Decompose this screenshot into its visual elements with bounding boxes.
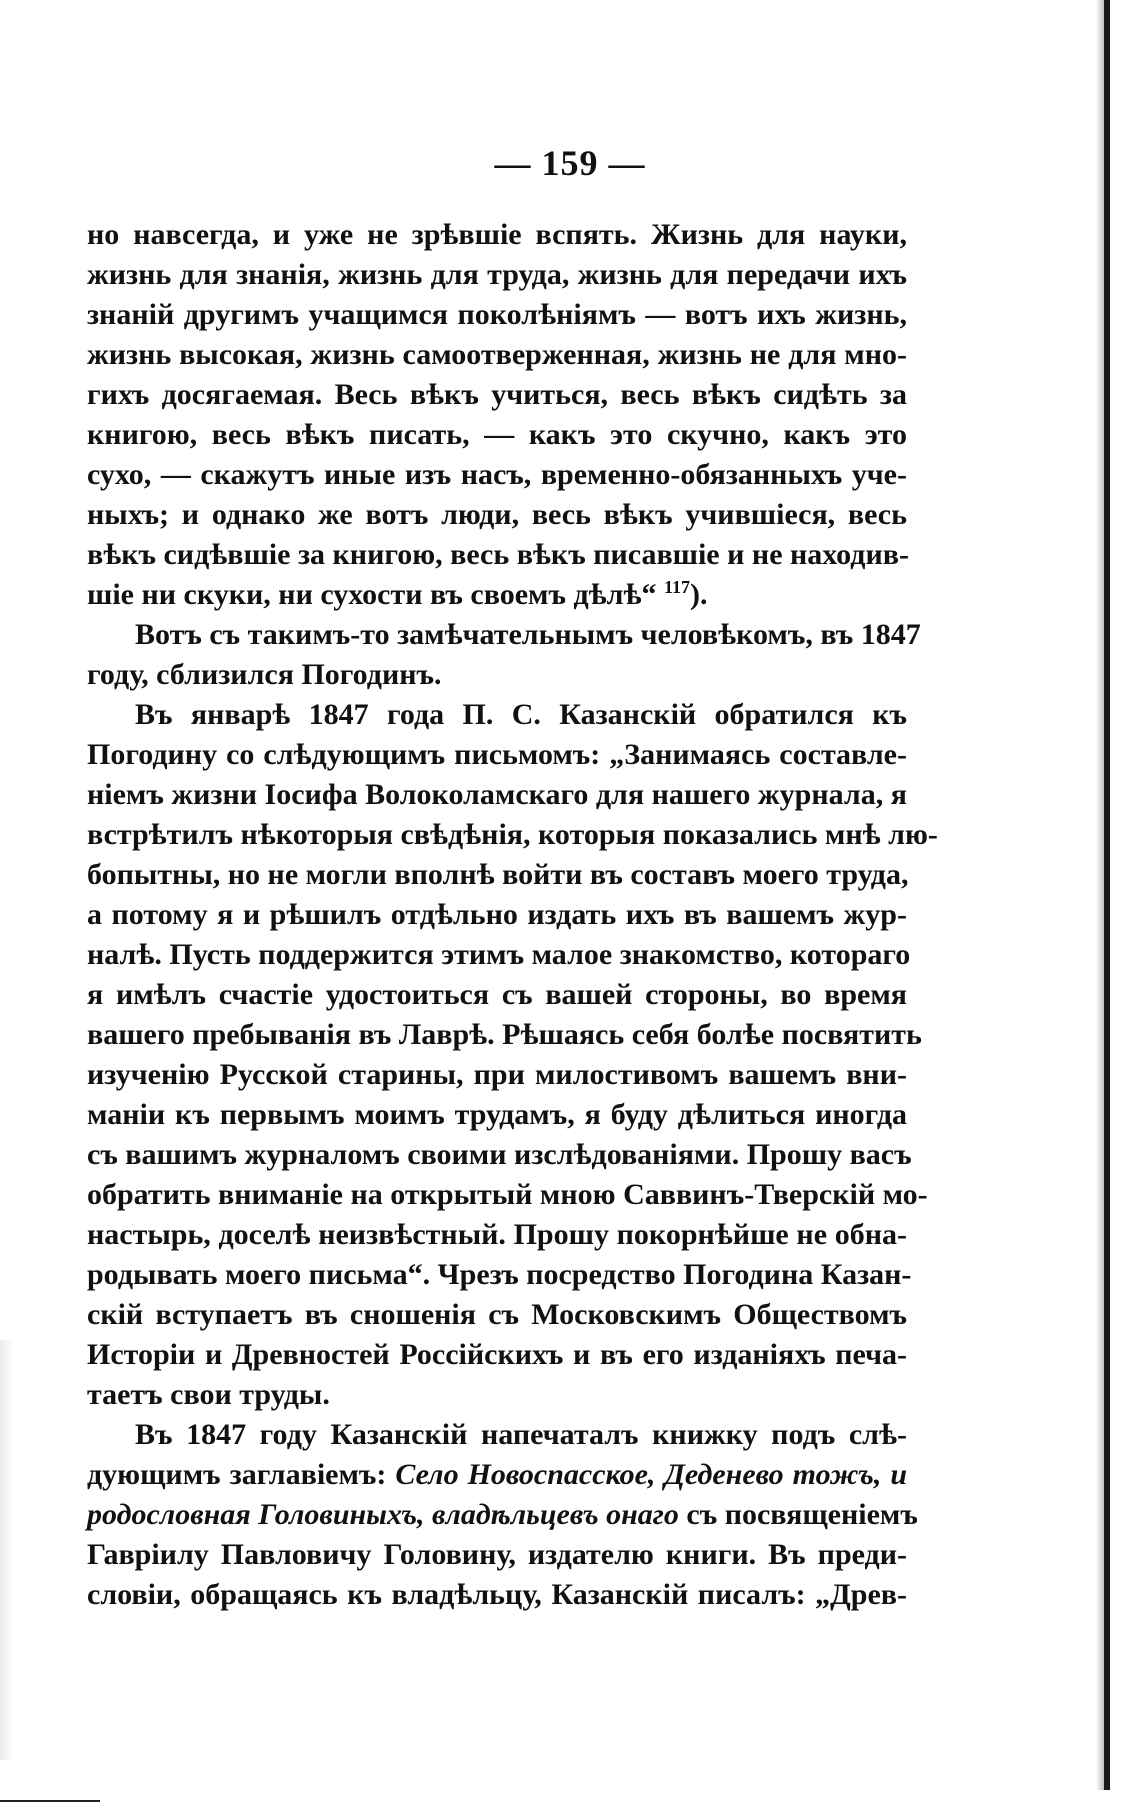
binding-shadow bbox=[1096, 0, 1104, 1790]
book-title-italic: родословная Головиныхъ, владѣльцевъ онаго bbox=[87, 1498, 679, 1531]
text-line bbox=[87, 1455, 907, 1495]
text-line: жизнь высокая, жизнь самоотверженная, жизнь не для мно- bbox=[87, 338, 907, 371]
text-line: изученію Русской старины, при милостивомъ вашемъ вни- bbox=[87, 1058, 907, 1091]
text-line: съ вашимъ журналомъ своими изслѣдованіями. Прошу васъ bbox=[87, 1138, 912, 1171]
text-line: Гавріилу Павловичу Головину, издателю книги. Въ преди- bbox=[87, 1538, 907, 1571]
page-edge bbox=[1104, 0, 1110, 1790]
text-line: маніи къ первымъ моимъ трудамъ, я буду дѣлиться иногда bbox=[87, 1098, 907, 1131]
text-line: вѣкъ сидѣвшіе за книгою, весь вѣкъ писавшіе и не находив- bbox=[87, 538, 909, 571]
text-line: а потому я и рѣшилъ отдѣльно издать ихъ въ вашемъ жур- bbox=[87, 898, 907, 931]
text-line: я имѣлъ счастіе удостоиться съ вашей стороны, во время bbox=[87, 978, 907, 1011]
text-line: обратить вниманіе на открытый мною Саввинъ-Тверскій мо- bbox=[87, 1178, 928, 1211]
text-line: книгою, весь вѣкъ писать, — какъ это скучно, какъ это bbox=[87, 418, 907, 451]
text-line bbox=[87, 575, 907, 615]
text-line: таетъ свои труды. bbox=[87, 1378, 330, 1411]
text-line: Въ январѣ 1847 года П. С. Казанскій обратился къ bbox=[135, 698, 907, 731]
text-line: родывать моего письма“. Чрезъ посредство Погодина Казан- bbox=[87, 1258, 912, 1291]
text-line: бопытны, но не могли вполнѣ войти въ составъ моего труда, bbox=[87, 858, 909, 891]
text-line: Исторіи и Древностей Россійскихъ и въ его изданіяхъ печа- bbox=[87, 1338, 907, 1371]
text-line: настырь, доселѣ неизвѣстный. Прошу покорнѣйше не обна- bbox=[87, 1218, 907, 1251]
text-line: жизнь для знанія, жизнь для труда, жизнь для передачи ихъ bbox=[87, 258, 907, 291]
scan-shadow bbox=[0, 1340, 14, 1760]
text-line: ніемъ жизни Іосифа Волоколамскаго для нашего журнала, я bbox=[87, 778, 907, 811]
text-line: Погодину со слѣдующимъ письмомъ: „Занимаясь составле- bbox=[87, 738, 907, 771]
text-line: гихъ досягаемая. Весь вѣкъ учиться, весь вѣкъ сидѣть за bbox=[87, 378, 907, 411]
text-line: вашего пребыванія въ Лаврѣ. Рѣшаясь себя болѣе посвятить bbox=[87, 1018, 922, 1051]
text-line-tail: ). bbox=[690, 578, 708, 611]
text-line: году, сблизился Погодинъ. bbox=[87, 658, 442, 691]
text-line: Вотъ съ такимъ-то замѣчательнымъ человѣкомъ, въ 1847 bbox=[135, 618, 921, 651]
page-number: — 159 — bbox=[494, 143, 646, 183]
text-line: налѣ. Пусть поддержится этимъ малое знакомство, котораго bbox=[87, 938, 911, 971]
bottom-rule bbox=[0, 1800, 100, 1802]
text-line-main: дующимъ заглавіемъ: bbox=[87, 1458, 387, 1491]
footnote-ref: 117 bbox=[664, 577, 691, 597]
text-line: словіи, обращаясь къ владѣльцу, Казанскій писалъ: „Древ- bbox=[87, 1578, 907, 1611]
text-line: встрѣтилъ нѣкоторыя свѣдѣнія, которыя показались мнѣ лю- bbox=[87, 818, 938, 851]
text-line-tail: съ посвященіемъ bbox=[686, 1498, 918, 1531]
text-line: но навсегда, и уже не зрѣвшіе вспять. Жизнь для науки, bbox=[87, 218, 907, 251]
text-line bbox=[87, 1495, 918, 1535]
text-line-main: шіе ни скуки, ни сухости въ своемъ дѣлѣ“ bbox=[87, 578, 657, 611]
text-line: ныхъ; и однако же вотъ люди, весь вѣкъ учившіеся, весь bbox=[87, 498, 907, 531]
text-line: скій вступаетъ въ сношенія съ Московскимъ Обществомъ bbox=[87, 1298, 907, 1331]
text-line: сухо, — скажутъ иные изъ насъ, временно-обязанныхъ уче- bbox=[87, 458, 907, 491]
book-title-italic: Село Новоспасское, Деденево тожъ, и bbox=[395, 1458, 908, 1491]
text-line: Въ 1847 году Казанскій напечаталъ книжку подъ слѣ- bbox=[135, 1418, 907, 1451]
text-line: знаній другимъ учащимся поколѣніямъ — вотъ ихъ жизнь, bbox=[87, 298, 907, 331]
body-text bbox=[87, 215, 938, 1615]
